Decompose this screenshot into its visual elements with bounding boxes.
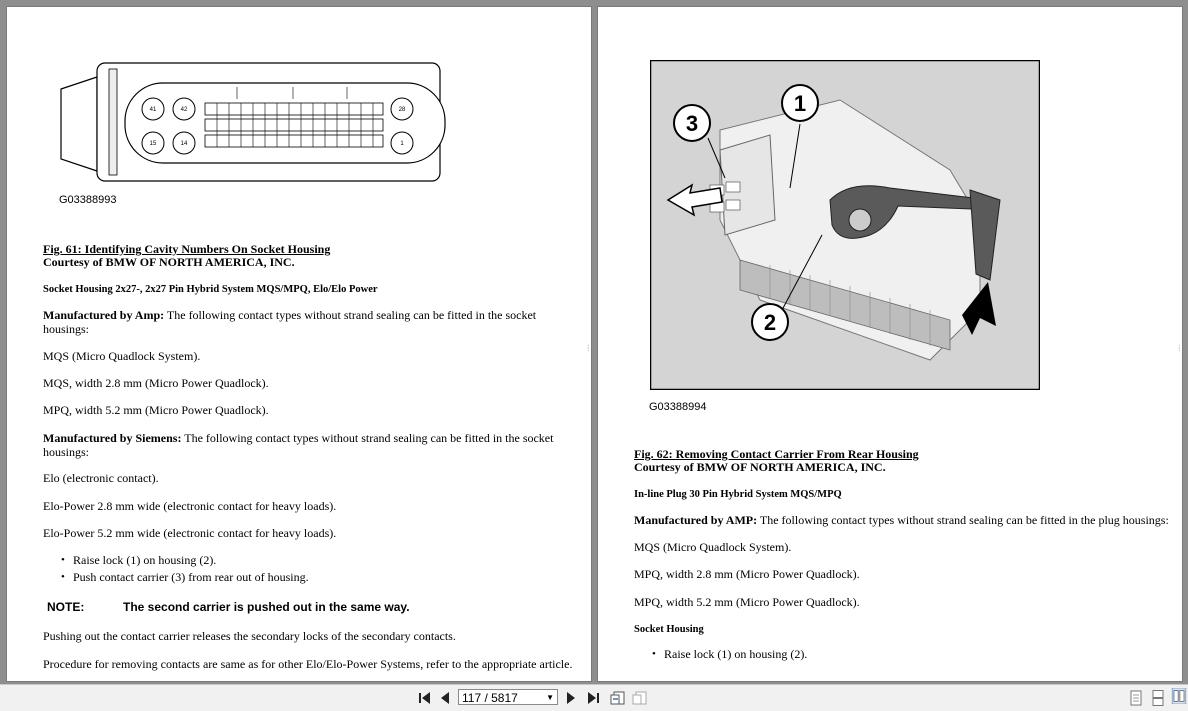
figure-courtesy: Courtesy of BMW OF NORTH AMERICA, INC. — [634, 460, 886, 474]
page-resize-handle[interactable]: ⁞ — [587, 343, 590, 353]
callout-label: 3 — [685, 111, 699, 136]
list-item: MPQ, width 5.2 mm (Micro Power Quadlock). — [634, 595, 860, 609]
section-heading: Socket Housing 2x27-, 2x27 Pin Hybrid System MQS/MPQ, Elo/Elo Power — [43, 284, 378, 295]
previous-page-icon[interactable] — [440, 690, 450, 706]
cavity-label: 28 — [398, 107, 406, 113]
single-page-view-icon[interactable] — [1130, 690, 1142, 706]
document-page-left — [7, 7, 591, 681]
last-page-icon[interactable] — [586, 690, 600, 706]
bullet-item: • Raise lock (1) on housing (2). — [664, 647, 807, 661]
list-item: MPQ, width 5.2 mm (Micro Power Quadlock). — [43, 403, 269, 417]
siemens-label: Manufactured by Siemens: — [43, 431, 182, 445]
list-item: MQS, width 2.8 mm (Micro Power Quadlock). — [43, 376, 269, 390]
section-heading: In-line Plug 30 Pin Hybrid System MQS/MPQ — [634, 489, 842, 500]
two-page-view-icon[interactable] — [1171, 688, 1187, 704]
viewer-toolbar — [0, 684, 1188, 711]
page-indicator: 117 / 5817 — [462, 691, 518, 705]
contact-carrier-figure — [650, 60, 1040, 390]
cavity-label: 42 — [180, 107, 188, 113]
siemens-paragraph — [43, 431, 573, 459]
amp-label: Manufactured by AMP: — [634, 513, 758, 527]
cavity-label: 41 — [149, 107, 157, 113]
figure-courtesy: Courtesy of BMW OF NORTH AMERICA, INC. — [43, 255, 295, 269]
callout-label: 2 — [763, 310, 777, 335]
next-page-icon[interactable] — [566, 690, 576, 706]
page-number-select[interactable] — [458, 689, 558, 705]
section-heading: Socket Housing — [634, 624, 704, 635]
figure-code: G03388993 — [59, 194, 117, 206]
first-page-icon[interactable] — [418, 690, 432, 706]
document-page-right — [598, 7, 1182, 681]
chevron-down-icon: ▼ — [546, 693, 554, 702]
paragraph: Pushing out the contact carrier releases the secondary locks of the secondary contacts. — [43, 629, 456, 643]
bullet-item: • Raise lock (1) on housing (2). — [73, 553, 216, 567]
siemens-text: The following contact types without strand sealing can be fitted in the socket housings: — [43, 431, 554, 459]
go-forward-view-icon[interactable] — [632, 690, 648, 706]
list-item: Elo-Power 5.2 mm wide (electronic contact for heavy loads). — [43, 526, 337, 540]
note-label: NOTE: — [47, 600, 85, 614]
figure-caption: Fig. 62: Removing Contact Carrier From Rear Housing — [634, 447, 919, 461]
amp-paragraph — [634, 513, 1169, 527]
continuous-view-icon[interactable] — [1152, 690, 1164, 706]
paragraph: Procedure for removing contacts are same as for other Elo/Elo-Power Systems, refer to the appropriate article. — [43, 657, 573, 671]
cavity-label: 14 — [180, 141, 188, 147]
list-item: MQS (Micro Quadlock System). — [634, 540, 792, 554]
page-resize-handle[interactable]: ⁞ — [1178, 343, 1181, 353]
go-back-view-icon[interactable] — [610, 690, 626, 706]
cavity-label: 1 — [400, 141, 404, 147]
connector-figure — [57, 59, 449, 187]
callout-label: 1 — [793, 91, 807, 116]
list-item: MQS (Micro Quadlock System). — [43, 349, 201, 363]
amp-label: Manufactured by Amp: — [43, 308, 165, 322]
cavity-label: 15 — [149, 141, 157, 147]
list-item: MPQ, width 2.8 mm (Micro Power Quadlock). — [634, 567, 860, 581]
amp-text: The following contact types without strand sealing can be fitted in the socket housings: — [43, 308, 537, 336]
list-item: Elo-Power 2.8 mm wide (electronic contact for heavy loads). — [43, 499, 337, 513]
bullet-item: • Push contact carrier (3) from rear out of housing. — [73, 570, 309, 584]
figure-code: G03388994 — [649, 401, 707, 413]
list-item: Elo (electronic contact). — [43, 471, 159, 485]
amp-paragraph — [43, 308, 563, 336]
amp-text: The following contact types without strand sealing can be fitted in the plug housings: — [757, 513, 1169, 527]
figure-caption: Fig. 61: Identifying Cavity Numbers On Socket Housing — [43, 242, 331, 256]
note-text: The second carrier is pushed out in the same way. — [123, 600, 410, 614]
